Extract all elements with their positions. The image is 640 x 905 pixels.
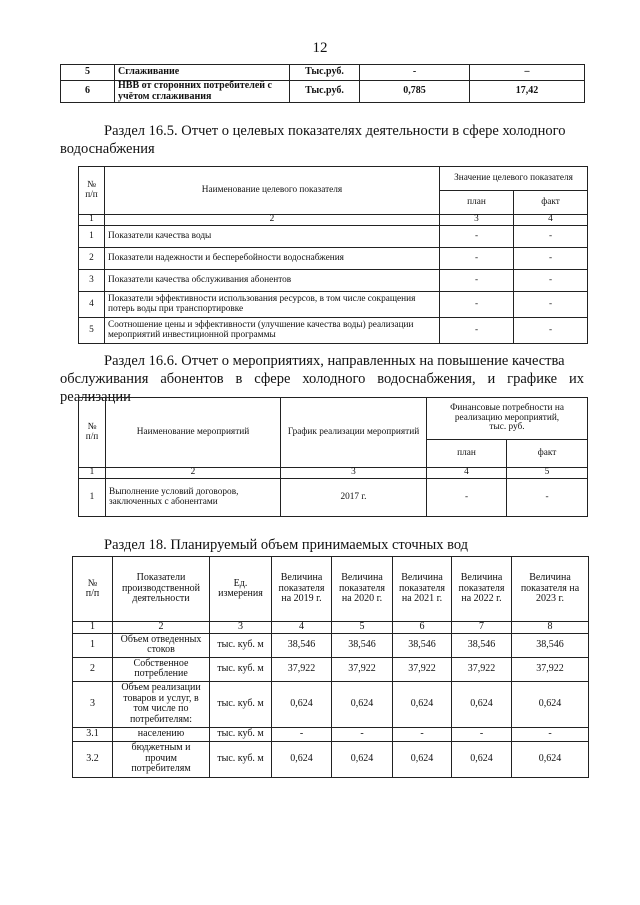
row-indicator-line: прочим bbox=[145, 752, 177, 764]
header-text: на 2022 г. bbox=[461, 593, 502, 605]
header-text: № bbox=[87, 179, 96, 190]
header-text: Величина bbox=[341, 572, 383, 584]
row-value: 0,624 bbox=[272, 741, 332, 777]
header-text: 2023 г. bbox=[536, 593, 564, 605]
header-index: 4 bbox=[514, 215, 588, 226]
row-name bbox=[115, 81, 290, 103]
heading-line: водоснабжения bbox=[60, 141, 155, 157]
row-value-2: 17,42 bbox=[470, 81, 585, 103]
header-text: деятельности bbox=[132, 593, 190, 605]
row-value: 37,922 bbox=[452, 657, 512, 681]
row-value: - bbox=[512, 727, 589, 741]
table-row bbox=[61, 81, 585, 103]
row-name bbox=[105, 248, 440, 270]
page-number: 12 bbox=[312, 40, 328, 56]
row-fact: - bbox=[514, 270, 588, 292]
row-value: 38,546 bbox=[272, 633, 332, 657]
section-18-table bbox=[72, 556, 589, 778]
table-row bbox=[73, 657, 589, 681]
header-text: Финансовые потребности на bbox=[450, 402, 564, 413]
row-value: - bbox=[393, 727, 452, 741]
header-index: 2 bbox=[105, 215, 440, 226]
row-name bbox=[105, 292, 440, 318]
row-indicator-line: Объем реализации bbox=[121, 682, 201, 693]
row-value: 38,546 bbox=[512, 633, 589, 657]
heading-line: обслуживания абонентов в сфере холодного водоснабжения, и графике их реализации bbox=[60, 371, 584, 405]
header-unit bbox=[210, 557, 272, 622]
row-indicator-line: товаров и услуг, в bbox=[123, 692, 199, 704]
header-schedule: График реализации мероприятий bbox=[281, 398, 427, 468]
row-value: 38,546 bbox=[452, 633, 512, 657]
header-text: показателя bbox=[458, 582, 505, 594]
section-16-5-table bbox=[78, 166, 588, 344]
table-row bbox=[79, 226, 588, 248]
row-value: 37,922 bbox=[332, 657, 393, 681]
row-unit: Тыс.руб. bbox=[290, 81, 360, 103]
header-text: Показатели bbox=[136, 572, 186, 584]
header-year-2023 bbox=[512, 557, 589, 622]
header-index: 4 bbox=[427, 468, 507, 479]
row-num: 5 bbox=[79, 318, 105, 344]
row-plan: - bbox=[427, 479, 507, 517]
header-indicator bbox=[113, 557, 210, 622]
row-num: 4 bbox=[79, 292, 105, 318]
row-indicator bbox=[113, 633, 210, 657]
row-value: 0,624 bbox=[332, 681, 393, 727]
header-text: производственной bbox=[121, 582, 201, 594]
header-index: 3 bbox=[440, 215, 514, 226]
row-value: 0,624 bbox=[512, 681, 589, 727]
table-row bbox=[79, 479, 588, 517]
row-fact: - bbox=[514, 292, 588, 318]
table-row bbox=[73, 727, 589, 741]
section-16-5-heading bbox=[60, 122, 584, 158]
header-text: показателя bbox=[278, 582, 325, 594]
row-value: 38,546 bbox=[332, 633, 393, 657]
row-num: 3 bbox=[73, 681, 113, 727]
table-row bbox=[79, 292, 588, 318]
row-name bbox=[105, 318, 440, 344]
row-num: 6 bbox=[61, 81, 115, 103]
row-name-line: Показатели качества воды bbox=[108, 230, 212, 241]
top-table bbox=[60, 64, 585, 103]
row-value-2: – bbox=[470, 65, 585, 81]
row-unit: тыс. куб. м bbox=[210, 727, 272, 741]
table-row bbox=[73, 681, 589, 727]
row-indicator-line: населению bbox=[137, 727, 185, 739]
header-num bbox=[79, 167, 105, 215]
row-value: 0,624 bbox=[393, 741, 452, 777]
row-indicator-line: стоков bbox=[147, 644, 175, 655]
table-row bbox=[79, 318, 588, 344]
header-index: 2 bbox=[106, 468, 281, 479]
row-name bbox=[106, 479, 281, 517]
row-num: 3 bbox=[79, 270, 105, 292]
header-text: на 2020 г. bbox=[341, 593, 383, 605]
row-value: 0,624 bbox=[272, 681, 332, 727]
row-indicator bbox=[113, 727, 210, 741]
row-num: 1 bbox=[79, 479, 106, 517]
header-index: 1 bbox=[79, 468, 106, 479]
heading-line: Раздел 16.6. Отчет о мероприятиях, направленных на повышение качества bbox=[104, 353, 565, 369]
row-unit: тыс. куб. м bbox=[210, 633, 272, 657]
row-num: 3.2 bbox=[73, 741, 113, 777]
row-value: - bbox=[332, 727, 393, 741]
row-fact: - bbox=[507, 479, 588, 517]
header-text: п/п bbox=[85, 189, 98, 200]
row-num: 5 bbox=[61, 65, 115, 81]
header-text: Ед. bbox=[233, 577, 248, 589]
header-index: 7 bbox=[452, 622, 512, 634]
header-text: реализацию мероприятий, bbox=[454, 412, 560, 423]
row-plan: - bbox=[440, 226, 514, 248]
row-value: 0,624 bbox=[332, 741, 393, 777]
header-index: 1 bbox=[73, 622, 113, 634]
header-year-2019 bbox=[272, 557, 332, 622]
header-fact: факт bbox=[507, 440, 588, 468]
row-fact: - bbox=[514, 226, 588, 248]
header-year-2020 bbox=[332, 557, 393, 622]
header-text: тыс. руб. bbox=[489, 422, 525, 433]
header-text: Величина bbox=[280, 572, 323, 584]
row-fact: - bbox=[514, 318, 588, 344]
header-value: Значение целевого показателя bbox=[440, 167, 588, 191]
row-value-1: - bbox=[360, 65, 470, 81]
row-value: 38,546 bbox=[393, 633, 452, 657]
table-row bbox=[79, 270, 588, 292]
row-unit: тыс. куб. м bbox=[210, 657, 272, 681]
row-name: Сглаживание bbox=[115, 65, 290, 81]
row-indicator-line: Объем отведенных bbox=[120, 633, 202, 645]
row-value: 37,922 bbox=[393, 657, 452, 681]
header-index: 2 bbox=[113, 622, 210, 634]
table-row bbox=[79, 248, 588, 270]
row-unit: Тыс.руб. bbox=[290, 65, 360, 81]
row-name-line: Показатели надежности и бесперебойности водоснабжения bbox=[108, 252, 344, 263]
header-text: показателя bbox=[398, 582, 446, 594]
header-name: Наименование мероприятий bbox=[106, 398, 281, 468]
row-name-line: НВВ от сторонних потребителей с bbox=[118, 80, 272, 91]
header-text: № bbox=[87, 577, 98, 589]
row-name-line: Показатели качества обслуживания абонентов bbox=[108, 274, 292, 285]
row-value: 37,922 bbox=[512, 657, 589, 681]
header-text: п/п bbox=[85, 431, 99, 442]
row-name-line: Соотношение цены и эффективности (улучшение качества воды) реализации bbox=[108, 319, 414, 330]
row-num: 3.1 bbox=[73, 727, 113, 741]
row-value-1: 0,785 bbox=[360, 81, 470, 103]
section-18-heading: Раздел 18. Планируемый объем принимаемых сточных вод bbox=[104, 537, 469, 553]
table-row bbox=[73, 741, 589, 777]
row-name-line: Показатели эффективности использования ресурсов, в том числе сокращения bbox=[108, 293, 416, 304]
row-name bbox=[105, 226, 440, 248]
row-value: 0,624 bbox=[512, 741, 589, 777]
header-index: 3 bbox=[281, 468, 427, 479]
row-plan: - bbox=[440, 248, 514, 270]
row-name-line: мероприятий инвестиционной программы bbox=[108, 329, 276, 340]
row-num: 2 bbox=[79, 248, 105, 270]
header-index: 6 bbox=[393, 622, 452, 634]
section-16-6-table bbox=[78, 397, 588, 517]
table-row bbox=[61, 65, 585, 81]
row-name-line: потерь воды при транспортировке bbox=[108, 303, 244, 314]
row-num: 1 bbox=[79, 226, 105, 248]
header-text: показателя bbox=[338, 582, 386, 594]
row-indicator-line: бюджетным и bbox=[131, 742, 191, 754]
row-fact: - bbox=[514, 248, 588, 270]
header-plan: план bbox=[440, 191, 514, 215]
header-text: п/п bbox=[85, 588, 100, 599]
row-indicator bbox=[113, 657, 210, 681]
row-plan: - bbox=[440, 318, 514, 344]
row-plan: - bbox=[440, 292, 514, 318]
row-indicator-line: Собственное bbox=[133, 657, 189, 669]
row-name bbox=[105, 270, 440, 292]
row-num: 2 bbox=[73, 657, 113, 681]
header-text: на 2019 г. bbox=[281, 593, 322, 605]
header-index: 8 bbox=[512, 622, 589, 634]
row-value: 37,922 bbox=[272, 657, 332, 681]
row-indicator bbox=[113, 741, 210, 777]
header-num bbox=[79, 398, 106, 468]
header-text: Величина bbox=[529, 572, 571, 584]
heading-line: Раздел 16.5. Отчет о целевых показателях деятельности в сфере холодного bbox=[104, 123, 566, 139]
header-finance bbox=[427, 398, 588, 440]
row-name-line: учётом сглаживания bbox=[118, 90, 212, 102]
row-schedule: 2017 г. bbox=[281, 479, 427, 517]
header-text: показателя на bbox=[520, 582, 580, 594]
header-text: Величина bbox=[460, 572, 503, 584]
row-unit: тыс. куб. м bbox=[210, 681, 272, 727]
header-plan: план bbox=[427, 440, 507, 468]
header-year-2022 bbox=[452, 557, 512, 622]
header-name: Наименование целевого показателя bbox=[105, 167, 440, 215]
header-index: 5 bbox=[332, 622, 393, 634]
header-num bbox=[73, 557, 113, 622]
row-value: - bbox=[452, 727, 512, 741]
header-index: 5 bbox=[507, 468, 588, 479]
row-name-line: Выполнение условий договоров, bbox=[109, 486, 239, 497]
row-value: - bbox=[272, 727, 332, 741]
row-value: 0,624 bbox=[393, 681, 452, 727]
header-text: Величина bbox=[401, 572, 443, 584]
row-indicator-line: потребителям bbox=[131, 763, 191, 775]
table-row bbox=[73, 633, 589, 657]
row-num: 1 bbox=[73, 633, 113, 657]
header-index: 1 bbox=[79, 215, 105, 226]
header-index: 4 bbox=[272, 622, 332, 634]
header-fact: факт bbox=[514, 191, 588, 215]
header-text: измерения bbox=[218, 588, 263, 599]
row-plan: - bbox=[440, 270, 514, 292]
row-value: 0,624 bbox=[452, 741, 512, 777]
row-indicator bbox=[113, 681, 210, 727]
row-indicator-line: том числе по bbox=[133, 703, 189, 714]
header-year-2021 bbox=[393, 557, 452, 622]
row-indicator-line: потребление bbox=[134, 668, 188, 679]
row-indicator-line: потребителям: bbox=[129, 713, 193, 725]
row-unit: тыс. куб. м bbox=[210, 741, 272, 777]
row-value: 0,624 bbox=[452, 681, 512, 727]
header-index: 3 bbox=[210, 622, 272, 634]
header-text: на 2021 г. bbox=[401, 593, 443, 605]
header-text: № bbox=[87, 421, 97, 432]
row-name-line: заключенных с абонентами bbox=[109, 496, 218, 507]
